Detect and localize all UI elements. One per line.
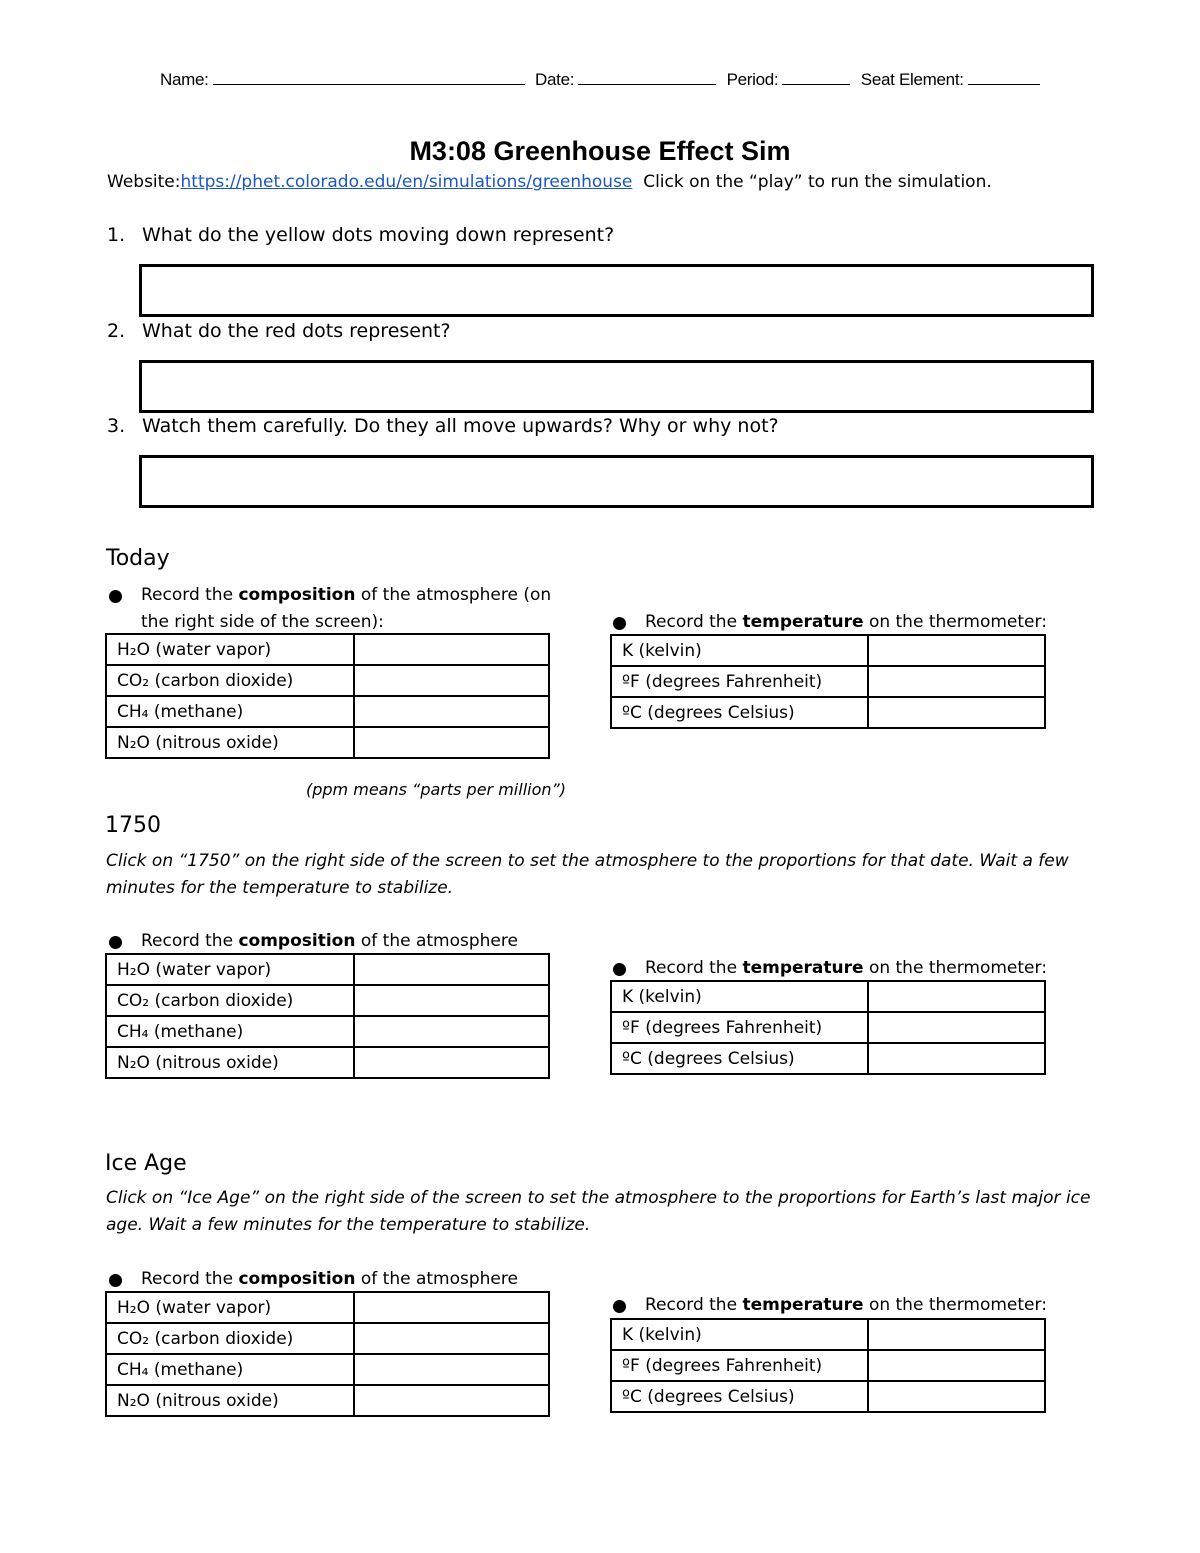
- period-label: Period:: [726, 70, 779, 89]
- temperature-table-ice-age: [610, 1318, 1046, 1413]
- table-row: [611, 1350, 1045, 1381]
- table-row: [611, 697, 1045, 728]
- question-1: [107, 224, 1007, 252]
- table-cell-label: ºC (degrees Celsius): [611, 697, 868, 728]
- instruction-1750: Click on “1750” on the right side of the screen to set the atmosphere to the proportions for that date. Wait a few minutes for the temperature to stabilize.: [106, 851, 1069, 898]
- table-cell-label: N₂O (nitrous oxide): [106, 1385, 354, 1416]
- table-cell-label: ºF (degrees Fahrenheit): [611, 1012, 868, 1043]
- answer-box-2[interactable]: [139, 360, 1094, 413]
- date-label: Date:: [535, 70, 575, 89]
- bullet-keyword: temperature: [742, 958, 864, 978]
- today-temperature-table: [610, 634, 1046, 729]
- table-cell-input[interactable]: [354, 985, 549, 1016]
- question-2-text: What do the red dots represent?: [142, 320, 451, 342]
- table-cell-label: K (kelvin): [611, 635, 868, 666]
- table-row: [611, 635, 1045, 666]
- table-cell-input[interactable]: [354, 1323, 549, 1354]
- bullet-text-prefix: Record the: [645, 958, 738, 978]
- bullet-text-prefix: Record the: [645, 1295, 738, 1315]
- bullet-text-suffix: of the atmosphere: [360, 931, 518, 951]
- name-label: Name:: [160, 70, 209, 89]
- table-row: [106, 1016, 549, 1047]
- question-3-text: Watch them carefully. Do they all move upwards? Why or why not?: [142, 415, 779, 437]
- table-cell-input[interactable]: [354, 1047, 549, 1078]
- answer-box-3[interactable]: [139, 455, 1094, 508]
- page-title: M3:08 Greenhouse Effect Sim: [409, 136, 791, 166]
- temperature-instruction-1750: [645, 955, 1047, 982]
- table-cell-label: ºC (degrees Celsius): [611, 1043, 868, 1074]
- bullet-keyword: composition: [238, 585, 356, 605]
- table-cell-label: CO₂ (carbon dioxide): [106, 665, 354, 696]
- table-cell-label: N₂O (nitrous oxide): [106, 1047, 354, 1078]
- question-1-number: 1.: [107, 224, 126, 246]
- bullet-text-extra: (on: [523, 585, 552, 605]
- composition-instruction-ice-age: [141, 1266, 518, 1293]
- table-cell-input[interactable]: [354, 1016, 549, 1047]
- temperature-instruction-ice-age: [645, 1292, 1047, 1319]
- today-composition-instruction: [141, 582, 581, 636]
- table-row: [106, 665, 549, 696]
- bullet-keyword: temperature: [742, 1295, 864, 1315]
- bullet-text-suffix: of the atmosphere: [360, 1269, 518, 1289]
- table-cell-label: CO₂ (carbon dioxide): [106, 985, 354, 1016]
- section-heading-ice-age: Ice Age: [105, 1151, 187, 1176]
- table-row: [611, 1319, 1045, 1350]
- bullet-icon: [613, 1300, 626, 1313]
- table-cell-label: N₂O (nitrous oxide): [106, 727, 354, 758]
- question-1-text: What do the yellow dots moving down represent?: [142, 224, 615, 246]
- table-cell-input[interactable]: [354, 954, 549, 985]
- table-row: [611, 1381, 1045, 1412]
- table-cell-input[interactable]: [868, 635, 1045, 666]
- bullet-text-suffix: on the thermometer:: [868, 1295, 1047, 1315]
- question-3: [107, 415, 1007, 443]
- table-cell-label: H₂O (water vapor): [106, 634, 354, 665]
- bullet-keyword: composition: [238, 1269, 356, 1289]
- table-cell-label: ºC (degrees Celsius): [611, 1381, 868, 1412]
- table-row: [106, 954, 549, 985]
- bullet-text-suffix: on the thermometer:: [868, 958, 1047, 978]
- composition-table-ice-age: [105, 1291, 550, 1417]
- table-cell-input[interactable]: [868, 1350, 1045, 1381]
- table-cell-label: ºF (degrees Fahrenheit): [611, 666, 868, 697]
- table-cell-label: CO₂ (carbon dioxide): [106, 1323, 354, 1354]
- table-cell-input[interactable]: [354, 1354, 549, 1385]
- bullet-icon: [109, 1274, 122, 1287]
- table-row: [106, 634, 549, 665]
- table-cell-label: K (kelvin): [611, 1319, 868, 1350]
- website-link[interactable]: https://phet.colorado.edu/en/simulations/greenhouse: [180, 172, 633, 192]
- seat-element-field[interactable]: [968, 70, 1040, 85]
- bullet-text-extra-2: the right side of the screen):: [141, 612, 384, 632]
- table-cell-label: ºF (degrees Fahrenheit): [611, 1350, 868, 1381]
- bullet-text-prefix: Record the: [141, 931, 234, 951]
- table-cell-input[interactable]: [354, 727, 549, 758]
- section-heading-today: Today: [106, 546, 170, 571]
- table-cell-input[interactable]: [354, 1292, 549, 1323]
- temperature-table-1750: [610, 980, 1046, 1075]
- table-row: [106, 1385, 549, 1416]
- period-field[interactable]: [782, 70, 850, 85]
- table-cell-input[interactable]: [354, 665, 549, 696]
- table-cell-label: CH₄ (methane): [106, 1016, 354, 1047]
- table-cell-input[interactable]: [868, 981, 1045, 1012]
- table-row: [106, 1323, 549, 1354]
- table-row: [611, 981, 1045, 1012]
- website-line: [107, 172, 992, 192]
- bullet-text-prefix: Record the: [141, 1269, 234, 1289]
- instruction-ice-age: Click on “Ice Age” on the right side of the screen to set the atmosphere to the proportions for Earth’s last major ice age. Wait a few minutes for the temperature to stabilize.: [106, 1188, 1091, 1235]
- table-cell-input[interactable]: [868, 1381, 1045, 1412]
- bullet-icon: [613, 617, 626, 630]
- question-2: [107, 320, 1007, 348]
- bullet-text-suffix: of the atmosphere: [360, 585, 518, 605]
- table-cell-label: H₂O (water vapor): [106, 1292, 354, 1323]
- composition-instruction-1750: [141, 928, 518, 955]
- question-2-number: 2.: [107, 320, 126, 342]
- answer-box-1[interactable]: [139, 264, 1094, 317]
- today-composition-table: [105, 633, 550, 759]
- bullet-text-prefix: Record the: [141, 585, 234, 605]
- bullet-text-prefix: Record the: [645, 612, 738, 632]
- table-row: [611, 666, 1045, 697]
- ppm-note: (ppm means “parts per million”): [306, 780, 567, 799]
- table-row: [611, 1012, 1045, 1043]
- table-cell-input[interactable]: [868, 697, 1045, 728]
- table-cell-input[interactable]: [868, 666, 1045, 697]
- seat-element-label: Seat Element:: [860, 70, 964, 89]
- bullet-icon: [109, 590, 122, 603]
- table-cell-label: CH₄ (methane): [106, 1354, 354, 1385]
- website-instruction: Click on the “play” to run the simulation.: [643, 172, 992, 192]
- table-row: [106, 696, 549, 727]
- question-3-number: 3.: [107, 415, 126, 437]
- table-cell-input[interactable]: [354, 1385, 549, 1416]
- section-heading-1750: 1750: [105, 813, 161, 838]
- table-cell-input[interactable]: [868, 1012, 1045, 1043]
- table-cell-input[interactable]: [868, 1043, 1045, 1074]
- today-temperature-instruction: [645, 609, 1047, 636]
- table-cell-label: K (kelvin): [611, 981, 868, 1012]
- table-cell-label: H₂O (water vapor): [106, 954, 354, 985]
- name-field[interactable]: [213, 70, 525, 85]
- table-cell-input[interactable]: [354, 696, 549, 727]
- bullet-text-suffix: on the thermometer:: [868, 612, 1047, 632]
- bullet-keyword: composition: [238, 931, 356, 951]
- table-cell-input[interactable]: [354, 634, 549, 665]
- student-info-line: [160, 70, 1046, 90]
- table-row: [106, 985, 549, 1016]
- composition-table-1750: [105, 953, 550, 1079]
- table-row: [611, 1043, 1045, 1074]
- bullet-icon: [109, 936, 122, 949]
- bullet-icon: [613, 963, 626, 976]
- date-field[interactable]: [578, 70, 716, 85]
- table-row: [106, 1354, 549, 1385]
- table-cell-input[interactable]: [868, 1319, 1045, 1350]
- table-row: [106, 1292, 549, 1323]
- table-row: [106, 727, 549, 758]
- bullet-keyword: temperature: [742, 612, 864, 632]
- table-cell-label: CH₄ (methane): [106, 696, 354, 727]
- table-row: [106, 1047, 549, 1078]
- website-label: Website:: [107, 172, 181, 192]
